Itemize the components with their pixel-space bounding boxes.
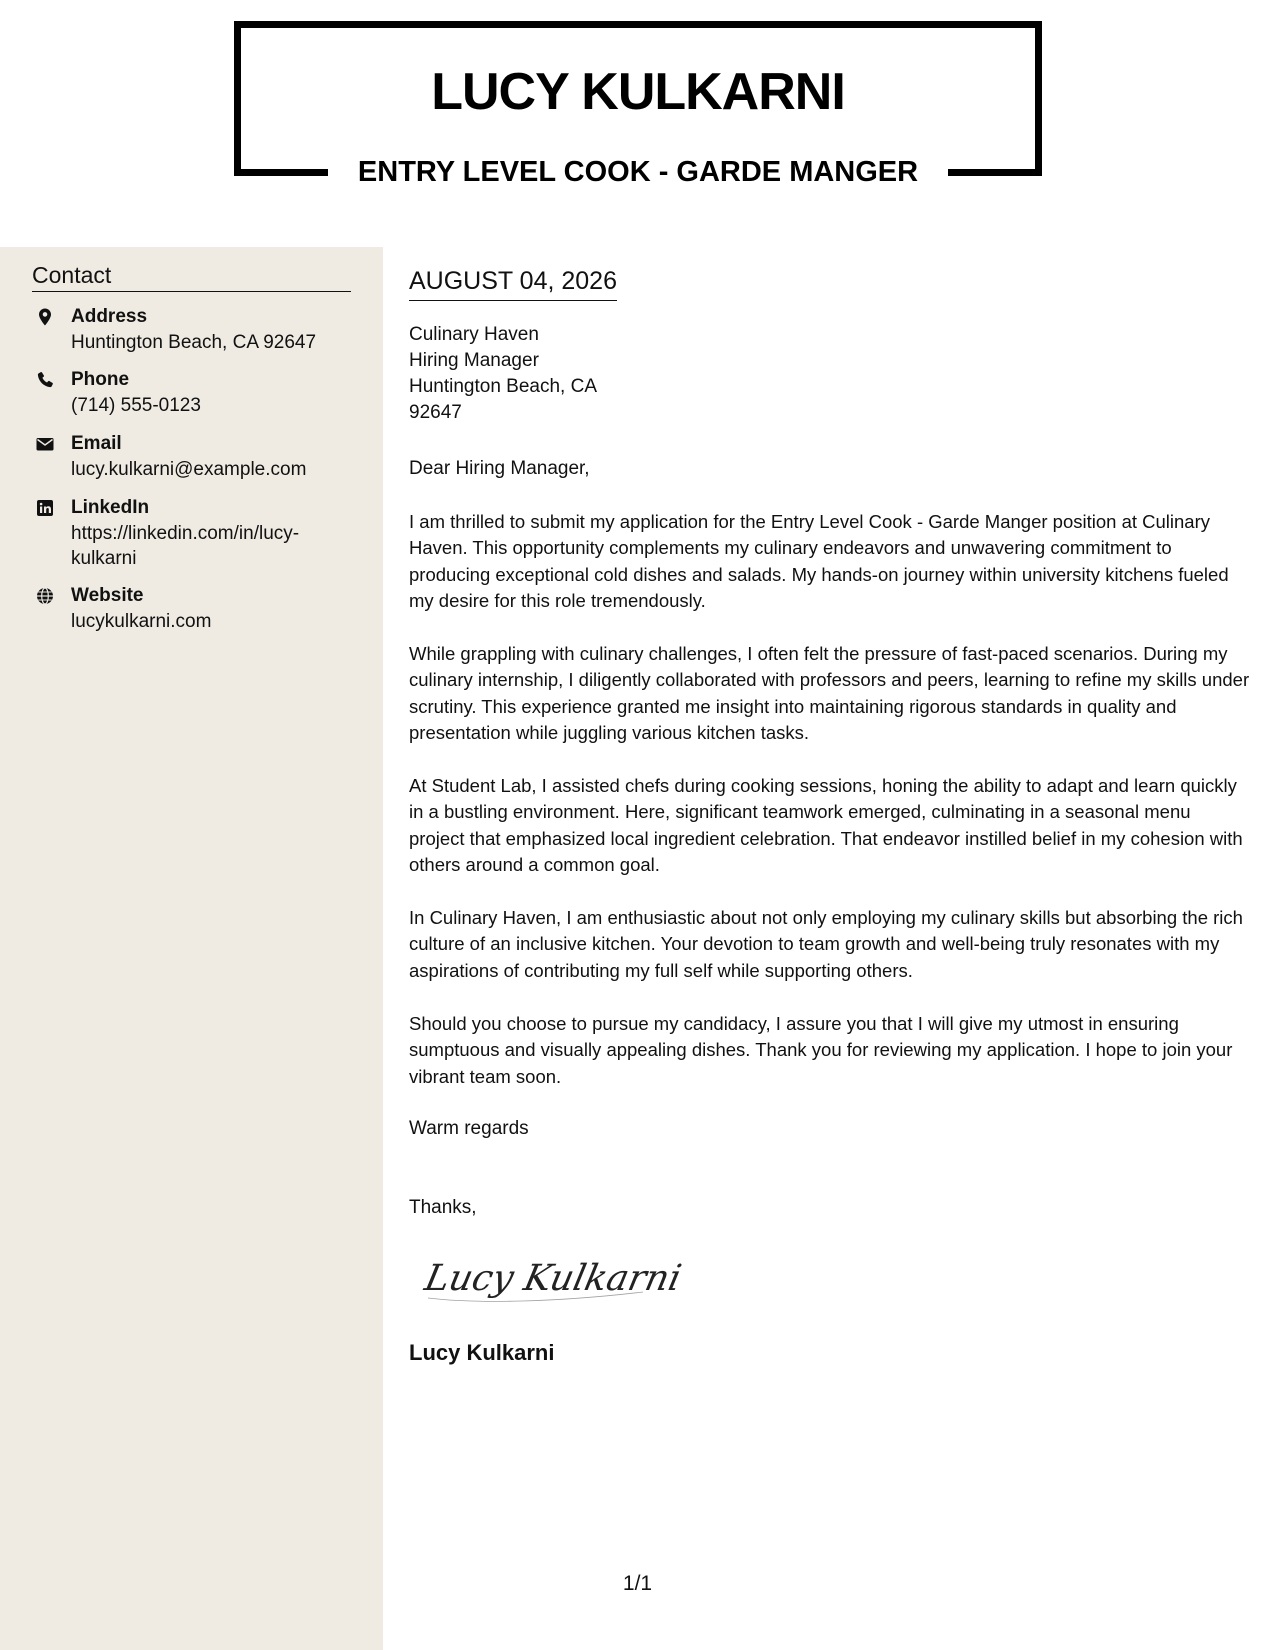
svg-text:Lucy Kulkarni: Lucy Kulkarni [421,1256,686,1299]
body-paragraph: At Student Lab, I assisted chefs during cooking sessions, honing the ability to adapt and learn quickly in a bustling environment. Here, significant teamwork emerged, culminating in a seasonal menu project that emphasized local ingredient celebration. That endeavor instilled belief in my cohesion with others around a common goal. [409,775,1243,876]
page-number: 1/1 [622,1572,653,1595]
applicant-name: LUCY KULKARNI [431,63,845,121]
contact-label: Phone [71,369,130,390]
recipient-block [409,322,597,426]
envelope-icon [35,434,55,454]
job-title: ENTRY LEVEL COOK - GARDE MANGER [357,156,919,188]
signature-image [418,1248,686,1308]
contact-label: Email [71,433,122,454]
contact-value: (714) 555-0123 [71,395,201,416]
contact-label: Address [71,306,148,327]
contact-label: LinkedIn [71,497,150,518]
body-paragraph: While grappling with culinary challenges, I often felt the pressure of fast-paced scenarios. During my culinary internship, I diligently collaborated with professors and peers, learning to refine my skills under scrutiny. This experience granted me insight into maintaining rigorous standards in quality and presentation while juggling various kitchen tasks. [409,643,1250,744]
contact-value[interactable]: https://linkedin.com/in/lucy-kulkarni [71,523,300,569]
contact-label: Website [71,585,144,606]
globe-icon [35,586,55,606]
body-paragraph: I am thrilled to submit my application for the Entry Level Cook - Garde Manger position at Culinary Haven. This opportunity complements my culinary endeavors and unwavering commitment to producing exceptional cold dishes and salads. My hands-on journey within university kitchens fueled my desire for this role tremendously. [409,511,1229,612]
recipient-line: Hiring Manager [409,350,539,371]
letter-date: AUGUST 04, 2026 [409,265,617,301]
recipient-line: Culinary Haven [409,324,539,345]
contact-value: Huntington Beach, CA 92647 [71,332,317,353]
phone-icon [35,370,55,390]
body-paragraph: In Culinary Haven, I am enthusiastic about not only employing my culinary skills but absorbing the rich culture of an inclusive kitchen. Your devotion to team growth and well-being truly resonates with my aspirations of contributing my full self while supporting others. [409,907,1243,981]
linkedin-icon [35,498,55,518]
location-pin-icon [35,307,55,327]
salutation: Dear Hiring Manager, [409,458,590,479]
recipient-line: Huntington Beach, CA [409,376,598,397]
contact-value[interactable]: lucykulkarni.com [71,611,212,632]
closing: Warm regards [409,1118,529,1139]
recipient-line: 92647 [409,402,462,423]
contact-heading: Contact [32,260,351,292]
body-paragraph: Should you choose to pursue my candidacy, I assure you that I will give my utmost in ensuring sumptuous and visually appealing dishes. Thank you for reviewing my application. I hope to join your vibrant team soon. [409,1013,1233,1087]
contact-value: lucy.kulkarni@example.com [71,459,307,480]
thanks: Thanks, [409,1197,477,1218]
signer-name: Lucy Kulkarni [409,1340,555,1365]
